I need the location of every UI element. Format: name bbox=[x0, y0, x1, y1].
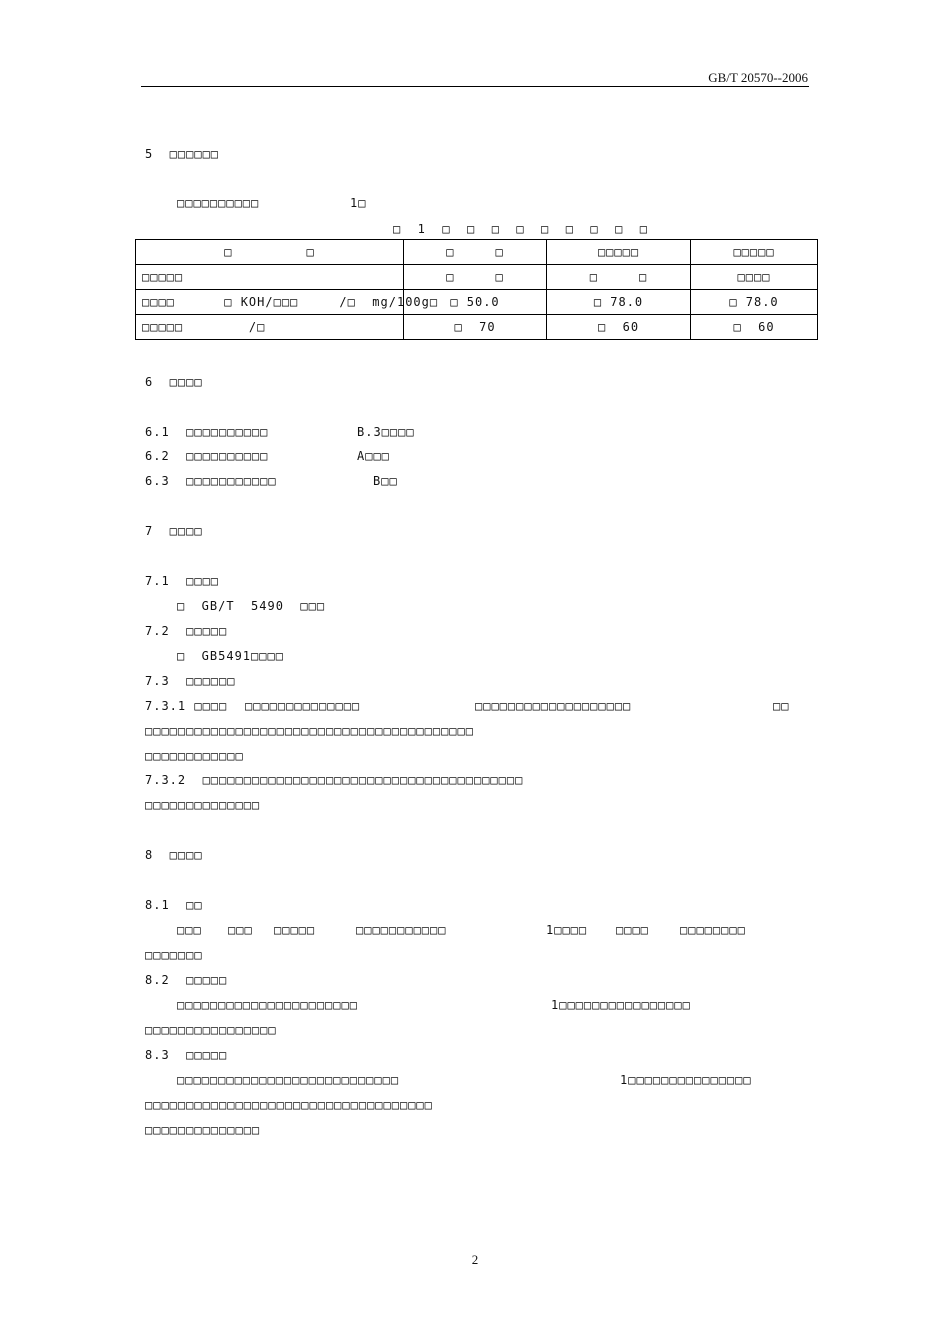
table-header-cell: □□□□□ bbox=[691, 240, 818, 265]
header-rule bbox=[141, 86, 809, 87]
clause-7-3-1-text-a: □□□□□□□□□□□□□□ bbox=[245, 699, 361, 713]
section-5-heading: 5 □□□□□□ bbox=[145, 147, 220, 161]
clause-6-2: 6.2 □□□□□□□□□□ bbox=[145, 449, 269, 463]
clause-7-3-1-text-c: □□ bbox=[773, 699, 790, 713]
table-caption: □ 1 □ □ □ □ □ □ □ □ □ bbox=[393, 222, 648, 236]
clause-8-2-line-2: □□□□□□□□□□□□□□□□ bbox=[145, 1023, 277, 1037]
section-8-heading: 8 □□□□ bbox=[145, 848, 203, 862]
table-cell: □ 60 bbox=[691, 315, 818, 340]
clause-8-3-line-3: □□□□□□□□□□□□□□ bbox=[145, 1123, 261, 1137]
table-cell: □□□□ □ KOH/□□□ /□ mg/100g□ bbox=[136, 290, 404, 315]
clause-7-2: 7.2 □□□□□ bbox=[145, 624, 228, 638]
clause-8-3: 8.3 □□□□□ bbox=[145, 1048, 228, 1062]
clause-6-3: 6.3 □□□□□□□□□□□ bbox=[145, 474, 277, 488]
clause-7-3-1-line-2: □□□□□□□□□□□□□□□□□□□□□□□□□□□□□□□□□□□□□□□□ bbox=[145, 724, 474, 738]
clause-8-1-line-2: □□□□□□□ bbox=[145, 948, 203, 962]
clause-6-3-ref: B□□ bbox=[373, 474, 398, 488]
clause-6-1-ref: B.3□□□□ bbox=[357, 425, 415, 439]
clause-8-2-text-a: □□□□□□□□□□□□□□□□□□□□□□ bbox=[177, 998, 358, 1012]
clause-8-1-text-d: □□□□□□□□□□□ bbox=[356, 923, 447, 937]
clause-7-3-1: 7.3.1 □□□□ bbox=[145, 699, 228, 713]
section-6-heading: 6 □□□□ bbox=[145, 375, 203, 389]
clause-7-3-2: 7.3.2 □□□□□□□□□□□□□□□□□□□□□□□□□□□□□□□□□□□□□□□ bbox=[145, 773, 524, 787]
clause-8-3-text-a: □□□□□□□□□□□□□□□□□□□□□□□□□□□ bbox=[177, 1073, 400, 1087]
clause-8-1-text-a: □□□ bbox=[177, 923, 202, 937]
table-intro-text: □□□□□□□□□□ bbox=[177, 196, 260, 210]
table-row bbox=[136, 290, 818, 315]
table-cell: □ □ bbox=[404, 265, 547, 290]
clause-8-1: 8.1 □□ bbox=[145, 898, 203, 912]
clause-8-1-text-c: □□□□□ bbox=[274, 923, 316, 937]
clause-8-1-text-b: □□□ bbox=[228, 923, 253, 937]
table-cell: □ 70 bbox=[404, 315, 547, 340]
table-cell: □□□□□ bbox=[136, 265, 404, 290]
clause-6-1: 6.1 □□□□□□□□□□ bbox=[145, 425, 269, 439]
table-cell: □ 60 bbox=[547, 315, 691, 340]
table-row bbox=[136, 265, 818, 290]
table-intro-ref: 1□ bbox=[350, 196, 367, 210]
section-7-heading: 7 □□□□ bbox=[145, 524, 203, 538]
table-cell: □□□□□ /□ bbox=[136, 315, 404, 340]
quality-standards-table bbox=[135, 239, 818, 340]
clause-8-2: 8.2 □□□□□ bbox=[145, 973, 228, 987]
clause-7-3-1-line-3: □□□□□□□□□□□□ bbox=[145, 749, 244, 763]
clause-7-3-2-line-2: □□□□□□□□□□□□□□ bbox=[145, 798, 261, 812]
clause-8-2-text-b: 1□□□□□□□□□□□□□□□□ bbox=[551, 998, 691, 1012]
clause-7-1-text: □ GB/T 5490 □□□ bbox=[177, 599, 326, 613]
table-header-cell: □ □ bbox=[136, 240, 404, 265]
clause-6-2-ref: A□□□ bbox=[357, 449, 390, 463]
document-code: GB/T 20570--2006 bbox=[708, 70, 808, 85]
clause-8-1-text-e: 1□□□□ bbox=[546, 923, 588, 937]
clause-8-3-line-2: □□□□□□□□□□□□□□□□□□□□□□□□□□□□□□□□□□□ bbox=[145, 1098, 433, 1112]
clause-7-3-1-text-b: □□□□□□□□□□□□□□□□□□□ bbox=[475, 699, 632, 713]
table-header-cell: □□□□□ bbox=[547, 240, 691, 265]
page-number: 2 bbox=[471, 1252, 479, 1267]
table-cell: □ 50.0 bbox=[404, 290, 547, 315]
table-header-row bbox=[136, 240, 818, 265]
table-header-cell: □ □ bbox=[404, 240, 547, 265]
clause-8-1-text-g: □□□□□□□□ bbox=[680, 923, 746, 937]
clause-7-2-text: □ GB5491□□□□ bbox=[177, 649, 284, 663]
table-cell: □□□□ bbox=[691, 265, 818, 290]
table-row bbox=[136, 315, 818, 340]
table-cell: □ 78.0 bbox=[691, 290, 818, 315]
clause-8-1-text-f: □□□□ bbox=[616, 923, 649, 937]
clause-7-1: 7.1 □□□□ bbox=[145, 574, 220, 588]
table-cell: □ □ bbox=[547, 265, 691, 290]
clause-7-3: 7.3 □□□□□□ bbox=[145, 674, 236, 688]
table-cell: □ 78.0 bbox=[547, 290, 691, 315]
clause-8-3-text-b: 1□□□□□□□□□□□□□□□ bbox=[620, 1073, 752, 1087]
